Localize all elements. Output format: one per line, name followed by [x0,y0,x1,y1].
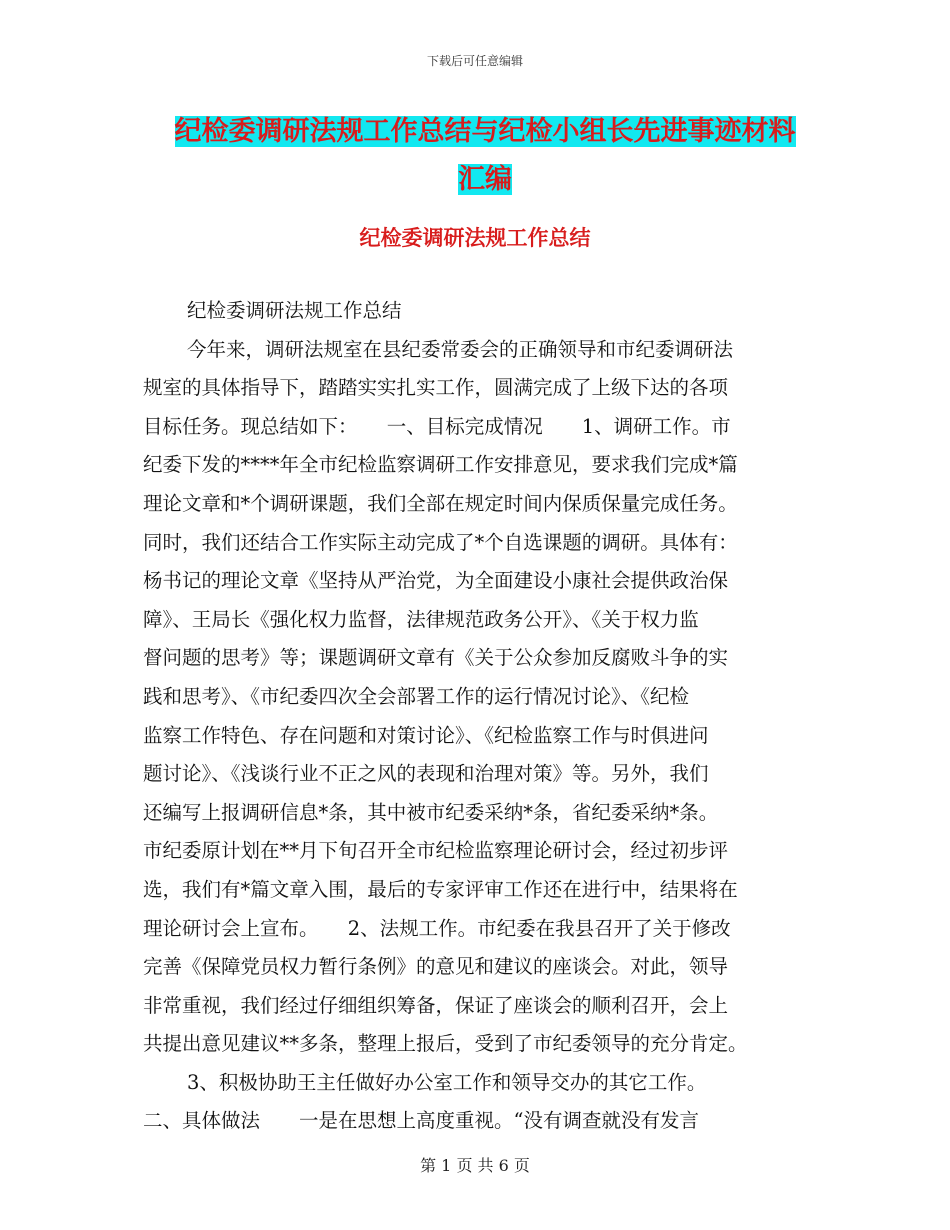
body-line: 选，我们有*篇文章入围，最后的专家评审工作还在进行中，结果将在 [143,877,738,901]
body-line: 题讨论》、《浅谈行业不正之风的表现和治理对策》等。另外，我们 [143,762,709,786]
body-line: 规室的具体指导下，踏踏实实扎实工作，圆满完成了上级下达的各项 [143,376,729,400]
body-line: 纪检委调研法规工作总结 [187,299,402,322]
document-title-line-2: 汇编 [458,164,512,195]
body-line: 理论文章和*个调研课题，我们全部在规定时间内保质保量完成任务。 [143,491,738,515]
body-line: 障》、王局长《强化权力监督，法律规范政务公开》、《关于权力监 [143,607,699,631]
body-line: 共提出意见建议**多条，整理上报后，受到了市纪委领导的充分肯定。 [143,1032,748,1056]
document-body [143,292,813,1141]
body-line: 二、具体做法 一是在思想上高度重视。“没有调查就没有发言 [143,1109,699,1133]
section-title: 纪检委调研法规工作总结 [359,226,591,250]
body-line: 同时，我们还结合工作实际主动完成了*个自选课题的调研。具体有： [143,530,738,554]
body-line: 督问题的思考》等；课题调研文章有《关于公众参加反腐败斗争的实 [143,646,729,670]
page-footer: 第 1 页 共 6 页 [420,1156,530,1175]
body-line: 非常重视，我们经过仔细组织筹备，保证了座谈会的顺利召开，会上 [143,993,729,1017]
document-title-line-1: 纪检委调研法规工作总结与纪检小组长先进事迹材料 [174,116,796,147]
body-line: 市纪委原计划在**月下旬召开全市纪检监察理论研讨会，经过初步评 [143,839,729,863]
body-line: 监察工作特色、存在问题和对策讨论》、《纪检监察工作与时俱进问 [143,723,709,747]
document-title [145,108,825,204]
body-line: 纪委下发的****年全市纪检监察调研工作安排意见，要求我们完成*篇 [143,453,738,477]
body-line: 还编写上报调研信息*条，其中被市纪委采纳*条，省纪委采纳*条。 [143,800,719,824]
body-line: 今年来，调研法规室在县纪委常委会的正确领导和市纪委调研法 [187,337,734,361]
body-line: 杨书记的理论文章《坚持从严治党，为全面建设小康社会提供政治保 [143,569,729,593]
body-line: 理论研讨会上宣布。 2、法规工作。市纪委在我县召开了关于修改 [143,916,731,940]
body-line: 践和思考》、《市纪委四次全会部署工作的运行情况讨论》、《纪检 [143,684,690,708]
body-line: 3、积极协助王主任做好办公室工作和领导交办的其它工作。 [187,1070,707,1094]
body-line: 完善《保障党员权力暂行条例》的意见和建议的座谈会。对此，领导 [143,955,729,979]
body-line: 目标任务。现总结如下： 一、目标完成情况 1、调研工作。市 [143,414,731,438]
header-note: 下载后可任意编辑 [426,54,523,68]
